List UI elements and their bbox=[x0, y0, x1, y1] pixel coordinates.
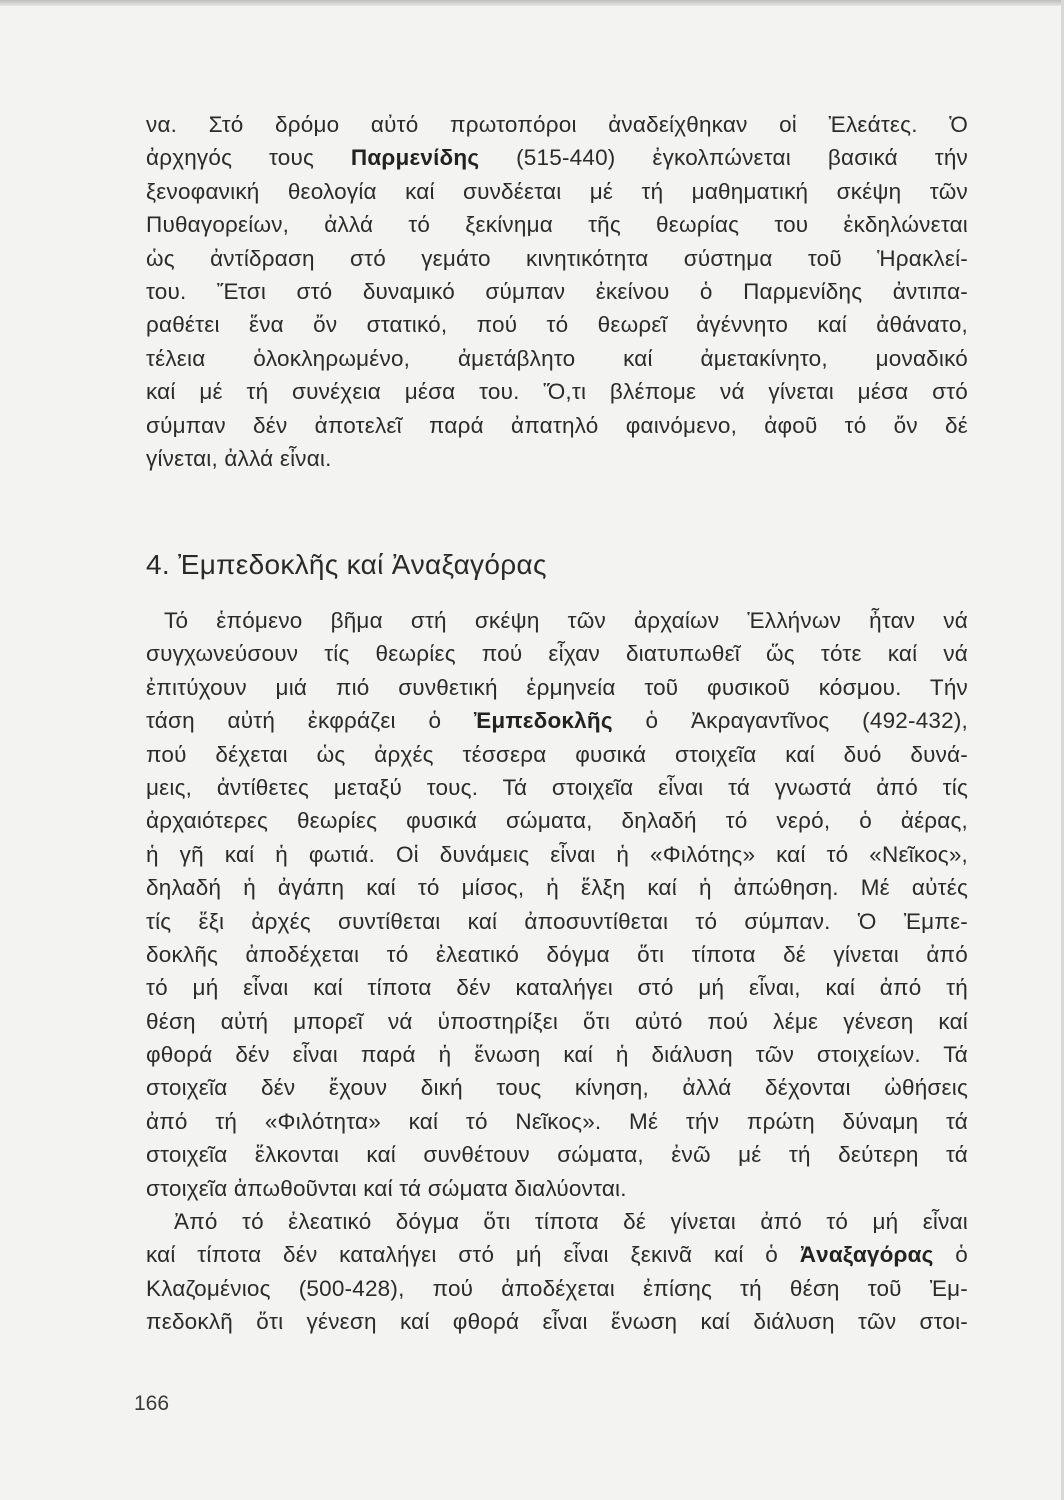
text-line: Πυθαγορείων, ἀλλά τό ξεκίνημα τῆς θεωρίας του ἐκδηλώνεται bbox=[146, 212, 968, 238]
text-line: συγχωνεύσουν τίς θεωρίες πού εἶχαν διατυπωθεῖ ὥς τότε καί νά bbox=[146, 641, 968, 667]
name-empedocles: Ἐμπεδοκλῆς bbox=[473, 708, 613, 734]
text-line: ὡς ἀντίδραση στό γεμάτο κινητικότητα σύστημα τοῦ Ἡρακλεί- bbox=[146, 245, 968, 271]
text-line: να. Στό δρόμο αὐτό πρωτοπόροι ἀναδείχθηκαν οἱ Ἐλεάτες. Ὁ bbox=[146, 112, 968, 137]
text-run: (515-440) ἐγκολπώνεται βασικά τήν bbox=[479, 145, 968, 171]
text-run: ὁ bbox=[933, 1242, 968, 1268]
text-run: τάση αὐτή ἐκφράζει ὁ bbox=[146, 708, 474, 734]
text-line: θέση αὐτή μπορεῖ νά ὑποστηρίξει ὅτι αὐτό πού λέμε γένεση καί bbox=[146, 1008, 968, 1034]
text-line: καί μέ τή συνέχεια μέσα του. Ὅ,τι βλέπομε νά γίνεται μέσα στό bbox=[146, 379, 968, 405]
name-anaxagoras: Ἀναξαγόρας bbox=[799, 1242, 934, 1268]
text-line: πού δέχεται ὡς ἀρχές τέσσερα φυσικά στοιχεῖα καί δυό δυνά- bbox=[146, 741, 968, 767]
text-line: ἐπιτύχουν μιά πιό συνθετική ἑρμηνεία τοῦ φυσικοῦ κόσμου. Τήν bbox=[146, 674, 968, 700]
text-run: ἀρχηγός τους bbox=[146, 145, 351, 171]
text-line: Ἀπό τό ἐλεατικό δόγμα ὅτι τίποτα δέ γίνεται ἀπό τό μή εἶναι bbox=[174, 1209, 968, 1235]
text-line: δηλαδή ἡ ἀγάπη καί τό μίσος, ἡ ἕλξη καί ἡ ἀπώθηση. Μέ αὐτές bbox=[146, 875, 968, 901]
text-run: ὁ Ἀκραγαντῖνος (492-432), bbox=[612, 708, 968, 734]
text-line bbox=[146, 141, 968, 174]
text-line: Τό ἑπόμενο βῆμα στή σκέψη τῶν ἀρχαίων Ἑλλήνων ἦταν νά bbox=[164, 608, 968, 633]
text-line: τίς ἕξι ἀρχές συντίθεται καί ἀποσυντίθεται τό σύμπαν. Ὁ Ἐμπε- bbox=[146, 908, 968, 934]
paragraph-empedocles bbox=[146, 604, 968, 1339]
text-run: καί τίποτα δέν καταλήγει στό μή εἶναι ξεκινᾶ καί ὁ bbox=[146, 1242, 800, 1268]
text-line: τό μή εἶναι καί τίποτα δέν καταλήγει στό μή εἶναι, καί ἀπό τή bbox=[146, 975, 968, 1001]
text-line bbox=[146, 1238, 968, 1271]
page-number: 166 bbox=[134, 1392, 170, 1415]
text-line: στοιχεῖα ἀπωθοῦνται καί τά σώματα διαλύονται. bbox=[146, 1175, 627, 1201]
text-line: μεις, ἀντίθετες μεταξύ τους. Τά στοιχεῖα εἶναι τά γνωστά ἀπό τίς bbox=[146, 774, 968, 800]
name-parmenides: Παρμενίδης bbox=[350, 145, 480, 171]
text-line: φθορά δέν εἶναι παρά ἡ ἕνωση καί ἡ διάλυση τῶν στοιχείων. Τά bbox=[146, 1042, 968, 1068]
text-line: ἀρχαιότερες θεωρίες φυσικά σώματα, δηλαδή τό νερό, ὁ ἀέρας, bbox=[146, 808, 968, 834]
text-line: πεδοκλῆ ὅτι γένεση καί φθορά εἶναι ἕνωση καί διάλυση τῶν στοι- bbox=[146, 1309, 968, 1335]
text-line: ραθέτει ἕνα ὄν στατικό, πού τό θεωρεῖ ἀγέννητο καί ἀθάνατο, bbox=[146, 312, 968, 338]
text-line: ἡ γῆ καί ἡ φωτιά. Οἱ δυνάμεις εἶναι ἡ «Φιλότης» καί τό «Νεῖκος», bbox=[146, 841, 968, 867]
text-line: Κλαζομένιος (500-428), πού ἀποδέχεται ἐπίσης τή θέση τοῦ Ἐμ- bbox=[146, 1275, 968, 1301]
text-line: στοιχεῖα δέν ἔχουν δική τους κίνηση, ἀλλά δέχονται ὠθήσεις bbox=[146, 1075, 968, 1101]
text-line: στοιχεῖα ἕλκονται καί συνθέτουν σώματα, ἐνῶ μέ τή δεύτερη τά bbox=[146, 1142, 968, 1168]
text-line: γίνεται, ἀλλά εἶναι. bbox=[146, 445, 332, 471]
paragraph-parmenides bbox=[146, 108, 968, 475]
text-line bbox=[146, 704, 968, 737]
text-line: του. Ἔτσι στό δυναμικό σύμπαν ἐκείνου ὁ Παρμενίδης ἀντιπα- bbox=[146, 278, 968, 304]
section-heading: 4. Ἐμπεδοκλῆς καί Ἀναξαγόρας bbox=[146, 549, 547, 580]
text-line: δοκλῆς ἀποδέχεται τό ἐλεατικό δόγμα ὅτι τίποτα δέ γίνεται ἀπό bbox=[146, 941, 968, 967]
text-line: ἀπό τή «Φιλότητα» καί τό Νεῖκος». Μέ τήν πρώτη δύναμη τά bbox=[146, 1108, 968, 1134]
text-line: τέλεια ὁλοκληρωμένο, ἀμετάβλητο καί ἀμετακίνητο, μοναδικό bbox=[146, 345, 968, 371]
text-line: σύμπαν δέν ἀποτελεῖ παρά ἀπατηλό φαινόμενο, ἀφοῦ τό ὄν δέ bbox=[146, 412, 968, 438]
text-line: ξενοφανική θεολογία καί συνδέεται μέ τή μαθηματική σκέψη τῶν bbox=[146, 178, 968, 204]
scan-edge-top bbox=[0, 0, 1064, 6]
